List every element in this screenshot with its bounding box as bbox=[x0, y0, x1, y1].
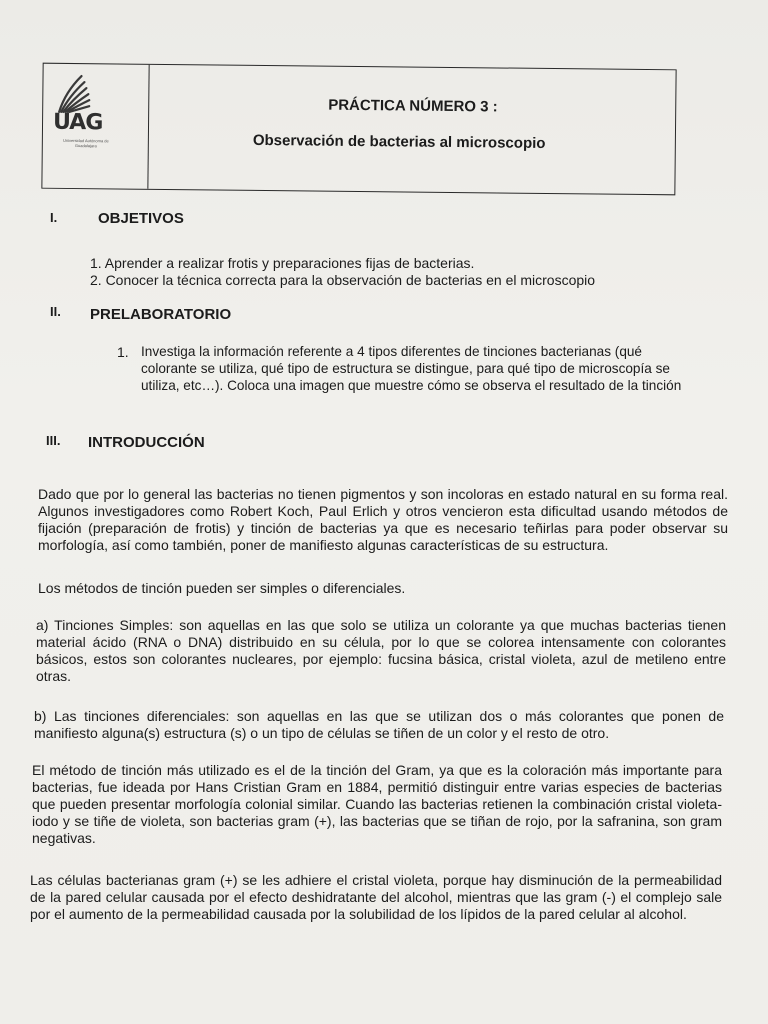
objective-item: 2. Conocer la técnica correcta para la observación de bacterias en el microscopio bbox=[90, 272, 596, 288]
intro-paragraph: b) Las tinciones diferenciales: son aquellas en las que se utilizan dos o más colorantes que ponen de manifiesto alguna(s) estructura (s) o un tipo de células se tiñen de un color y el resto de otro. bbox=[34, 708, 724, 741]
logo-wordmark: UAG bbox=[52, 109, 103, 136]
section-number-objetivos: I. bbox=[50, 210, 58, 225]
section-title-objetivos: OBJETIVOS bbox=[98, 210, 184, 227]
title-cell bbox=[147, 65, 675, 195]
intro-paragraph: Las células bacterianas gram (+) se les adhiere el cristal violeta, porque hay disminución de la permeabilidad de la pared celular causada por el efecto deshidratante del alcohol, mientras que las gram (-) el complejo sale por el aumento de la permeabilidad causada por la solubilidad de los lípidos de la pared celular al alcohol. bbox=[30, 872, 722, 922]
section-title-introduccion: INTRODUCCIÓN bbox=[88, 434, 205, 451]
objective-item: 1. Aprender a realizar frotis y preparaciones fijas de bacterias. bbox=[90, 255, 475, 271]
intro-paragraph: El método de tinción más utilizado es el de la tinción del Gram, ya que es la coloración más importante para bacterias, fue ideada por Hans Cristian Gram en 1884, permitió distinguir entre varias especies de bacterias que pueden presentar morfología colonial similar. Cuando las bacterias retienen la combinación cristal violeta-iodo y se tiñe de violeta, son bacterias gram (+), las bacterias que se tiñan de rojo, por la safranina, son gram negativas. bbox=[32, 762, 722, 846]
section-number-prelaboratorio: II. bbox=[50, 304, 61, 319]
section-number-introduccion: III. bbox=[46, 433, 61, 448]
prelab-item-number: 1. bbox=[117, 344, 129, 360]
prelab-item-line: colorante se utiliza, qué tipo de estructura se distingue, para qué tipo de microscopía se bbox=[141, 361, 670, 376]
prelab-item-line: utiliza, etc…). Coloca una imagen que muestre cómo se observa el resultado de la tinción bbox=[141, 378, 682, 393]
intro-paragraph: Dado que por lo general las bacterias no tienen pigmentos y son incoloras en estado natural en su forma real. Algunos investigadores como Robert Koch, Paul Erlich y otros vencieron esta dificultad usando métodos de fijación (preparación de frotis) y tinción de bacterias ya que es necesario teñirlas para poder observar su morfología, así como también, poner de manifiesto algunas características de su estructura. bbox=[38, 486, 728, 553]
logo-cell bbox=[42, 64, 149, 189]
intro-paragraph: Los métodos de tinción pueden ser simples o diferenciales. bbox=[38, 580, 406, 596]
section-title-prelaboratorio: PRELABORATORIO bbox=[90, 306, 232, 323]
prelab-item-line: Investiga la información referente a 4 tipos diferentes de tinciones bacterianas (qué bbox=[141, 344, 642, 359]
logo-subtext: Universidad Autónoma de Guadalajara bbox=[62, 137, 109, 149]
practice-title: Observación de bacterias al microscopio bbox=[252, 131, 546, 152]
intro-paragraph: a) Tinciones Simples: son aquellas en las que solo se utiliza un colorante ya que muchas bacterias tienen material ácido (RNA o DNA) distribuido en su célula, por lo que se colorea intensamente con colorantes básicos, estos son colorantes nucleares, por ejemplo: fucsina básica, cristal violeta, azul de metileno entre otras. bbox=[36, 617, 726, 684]
header-table bbox=[41, 63, 676, 196]
practice-number: PRÁCTICA NÚMERO 3 : bbox=[328, 96, 498, 116]
